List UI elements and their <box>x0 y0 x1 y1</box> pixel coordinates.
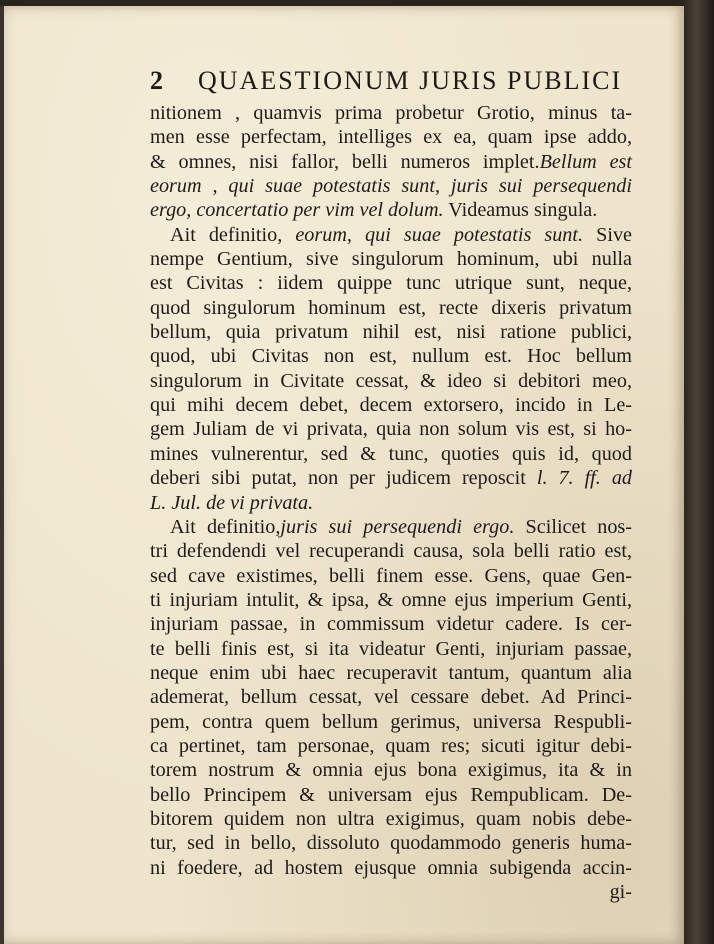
text-line <box>150 247 632 271</box>
running-head: QUAESTIONUM JURIS PUBLICI <box>198 66 623 95</box>
book-gutter <box>684 0 714 944</box>
text-line <box>150 417 632 441</box>
text-line <box>150 369 632 393</box>
text-line <box>150 491 632 515</box>
text-line <box>150 320 632 344</box>
roman-text: mines vulnerentur, sed & tunc, quoties quis id, quod <box>150 442 632 465</box>
roman-text: tur, sed in bello, dissoluto quodammodo generis huma- <box>150 832 632 855</box>
text-line <box>150 466 632 490</box>
roman-text: gem Juliam de vi privata, quia non solum vis est, si ho- <box>150 418 632 441</box>
text-line <box>150 856 632 880</box>
text-line <box>150 661 632 685</box>
text-line <box>150 515 632 539</box>
roman-text: quod singulorum hominum est, recte dixeris privatum <box>150 296 632 319</box>
roman-text: qui mihi decem debet, decem extorsero, incido in Le- <box>150 394 632 417</box>
text-line <box>150 783 632 807</box>
text-line <box>150 198 632 222</box>
text-line <box>150 223 632 247</box>
text-line <box>150 150 632 174</box>
roman-text: ademerat, bellum cessat, vel cessare debet. Ad Princi- <box>150 686 632 709</box>
roman-text: neque enim ubi haec recuperavit tantum, quantum alia <box>150 661 632 684</box>
text-line <box>150 734 632 758</box>
text-line <box>150 710 632 734</box>
roman-text: Ait definitio, <box>170 515 281 538</box>
italic-text: L. Jul. de vi privata. <box>150 491 314 514</box>
text-line <box>150 539 632 563</box>
italic-text: juris sui persequendi ergo. <box>280 515 515 538</box>
text-line <box>150 685 632 709</box>
text-line <box>150 880 632 904</box>
roman-text: torem nostrum & omnia ejus bona exigimus, ita & in <box>150 759 632 782</box>
text-line <box>150 612 632 636</box>
text-line <box>150 831 632 855</box>
body-text <box>150 101 632 904</box>
italic-text: l. 7. ff. ad <box>525 467 633 490</box>
roman-text: gi- <box>609 881 632 903</box>
text-line <box>150 637 632 661</box>
text-line <box>150 393 632 417</box>
text-line <box>150 807 632 831</box>
text-line <box>150 588 632 612</box>
text-line <box>150 344 632 368</box>
roman-text: ni foedere, ad hostem ejusque omnia subigenda accin- <box>150 856 632 879</box>
roman-text: Ait definitio, <box>170 223 283 246</box>
roman-text: quod, ubi Civitas non est, nullum est. Hoc bellum <box>150 345 632 368</box>
roman-text: Sive <box>583 223 632 246</box>
text-line <box>150 442 632 466</box>
roman-text: ti injuriam intulit, & ipsa, & omne ejus imperium Genti, <box>150 588 632 611</box>
text-line <box>150 564 632 588</box>
text-line <box>150 271 632 295</box>
text-line <box>150 296 632 320</box>
italic-text: eorum , qui suae potestatis sunt, juris sui persequendi <box>150 175 632 198</box>
roman-text: singulorum in Civitate cessat, & ideo si debitori meo, <box>150 369 632 392</box>
roman-text: bello Principem & universam ejus Rempublicam. De- <box>150 783 632 806</box>
italic-text: Bellum est <box>539 150 632 173</box>
roman-text: nitionem , quamvis prima probetur Grotio, minus ta- <box>150 102 632 124</box>
page-number: 2 <box>150 66 163 95</box>
roman-text: & omnes, nisi fallor, belli numeros implet. <box>150 150 540 173</box>
roman-text: ca pertinet, tam personae, quam res; sicuti igitur debi- <box>150 734 632 757</box>
roman-text: sed cave existimes, belli finem esse. Gens, quae Gen- <box>150 564 632 587</box>
roman-text: deberi sibi putat, non per judicem reposcit <box>150 467 526 490</box>
roman-text: tri defendendi vel recuperandi causa, sola belli ratio est, <box>150 540 632 563</box>
text-line <box>150 101 632 125</box>
roman-text: te belli finis est, si ita videatur Genti, injuriam passae, <box>150 637 632 660</box>
roman-text: bitorem quidem non ultra exigimus, quam nobis debe- <box>150 807 632 830</box>
roman-text: Scilicet nos- <box>514 515 632 538</box>
text-line <box>150 125 632 149</box>
roman-text: pem, contra quem bellum gerimus, universa Respubli- <box>150 710 632 733</box>
italic-text: ergo, concertatio per vim vel dolum. <box>150 199 444 222</box>
page-header <box>150 66 630 100</box>
roman-text: men esse perfectam, intelliges ex ea, quam ipse addo, <box>150 126 632 149</box>
text-line <box>150 758 632 782</box>
roman-text: bellum, quia privatum nihil est, nisi ratione publici, <box>150 321 632 344</box>
roman-text: injuriam passae, in commissum videtur cadere. Is cer- <box>150 613 632 636</box>
italic-text: eorum, qui suae potestatis sunt. <box>282 223 584 246</box>
roman-text: Videamus singula. <box>443 199 598 222</box>
roman-text: nempe Gentium, sive singulorum hominum, ubi nulla <box>150 248 632 271</box>
roman-text: est Civitas : iidem quippe tunc utrique sunt, neque, <box>150 272 632 295</box>
text-line <box>150 174 632 198</box>
